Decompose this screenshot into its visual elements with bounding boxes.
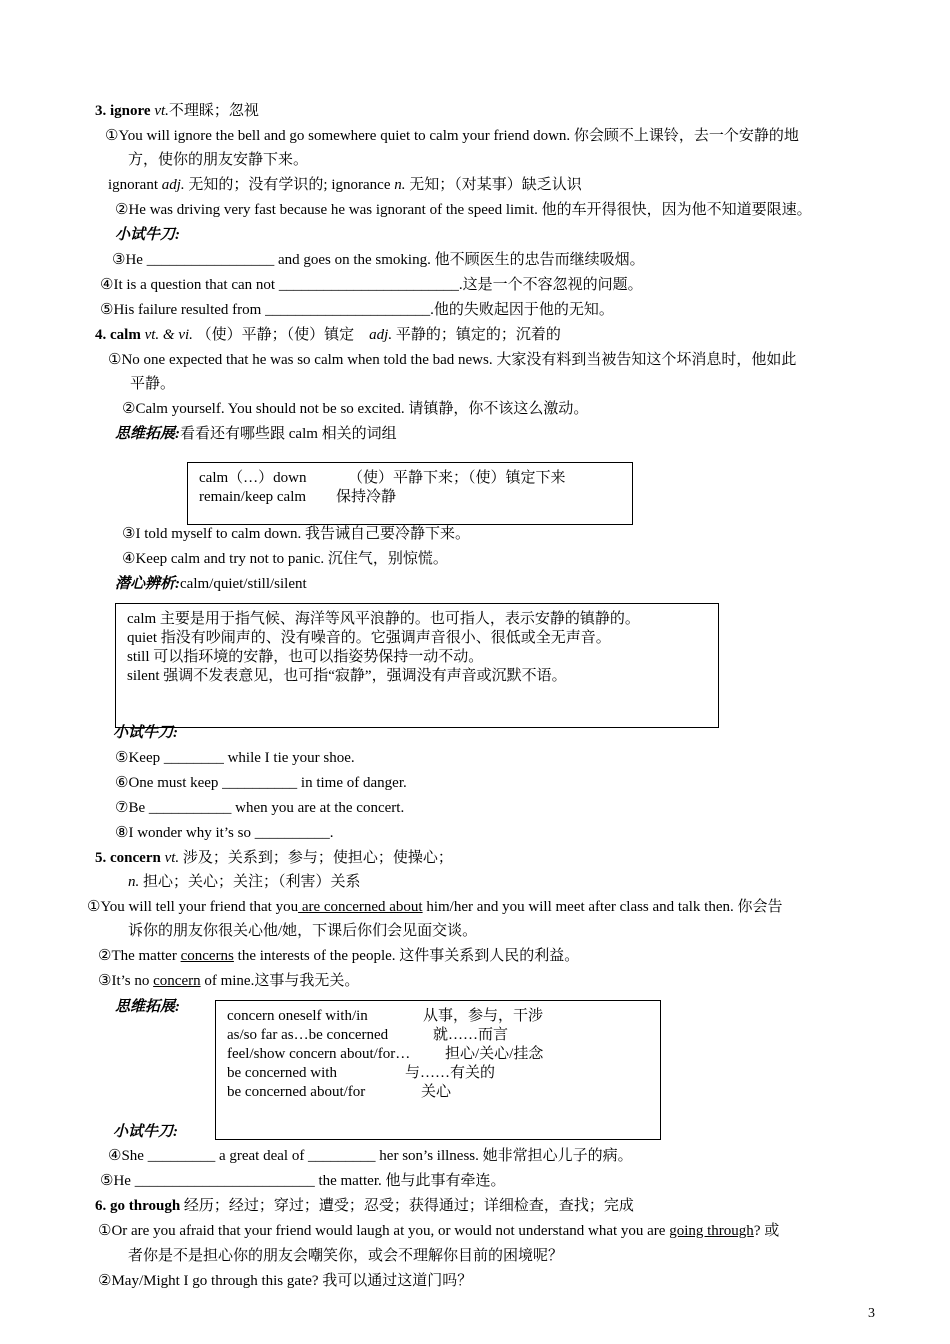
example-text: of mine.这事与我无关。: [200, 973, 360, 989]
section4-example-1-line1: ①No one expected that he was so calm when told the bad news. 大家没有料到当被告知这个坏消息时，他如此: [108, 352, 797, 368]
section5-definition: 涉及；关系到；参与；使担心；使操心；: [179, 850, 453, 866]
distinguish-label: 潜心辨析:: [115, 576, 180, 592]
expand-text: 看看还有哪些跟 calm 相关的词组: [180, 426, 397, 442]
section4-expand: [115, 425, 397, 443]
section4-definition-1: （使）平静；（使）镇定: [192, 327, 358, 343]
section3-word: ignore: [110, 103, 151, 119]
section4-example-1-line2: 平静。: [130, 376, 176, 392]
section4-example-4: ④Keep calm and try not to panic. 沉住气，别惊慌。: [122, 551, 448, 567]
section5-practice-4: ④She _________ a great deal of _________ her son’s illness. 她非常担心儿子的病。: [108, 1148, 633, 1164]
section5-noun-pos: n.: [128, 874, 140, 890]
section4-practice-label: 小试牛刀:: [113, 725, 178, 741]
example-underlined: are concerned about: [298, 899, 423, 915]
phrase: as/so far as…be concerned: [227, 1027, 389, 1043]
section3-example-1-line2: 方，使你的朋友安静下来。: [128, 152, 309, 168]
section4-practice-7: ⑦Be ___________ when you are at the concert.: [115, 800, 405, 816]
section5-pos: vt.: [164, 850, 180, 866]
section6-definition: 经历；经过；穿过；遭受；忍受；获得通过；详细检查，查找；完成: [180, 1198, 634, 1214]
section5-number: 5.: [95, 850, 107, 866]
phrase-meaning: 保持冷静: [336, 489, 397, 505]
example-text: ? 或: [753, 1223, 780, 1239]
section4-practice-6: ⑥One must keep __________ in time of danger.: [115, 775, 407, 791]
section3-practice-3: ③He _________________ and goes on the smoking. 他不顾医生的忠告而继续吸烟。: [112, 252, 645, 268]
synonym-distinction-box: [115, 603, 719, 728]
phrase: be concerned with: [227, 1065, 337, 1081]
derivative-pos-2: n.: [394, 177, 406, 193]
phrase: concern oneself with/in: [227, 1008, 368, 1024]
section5-practice-5: ⑤He ________________________ the matter. 他与此事有牵连。: [100, 1173, 506, 1189]
section4-practice-5: ⑤Keep ________ while I tie your shoe.: [115, 750, 355, 766]
section5-heading: [95, 849, 453, 867]
section3-number: 3.: [95, 103, 107, 119]
section3-practice-label: 小试牛刀:: [115, 227, 180, 243]
section4-number: 4.: [95, 327, 107, 343]
section3-derivatives: [108, 176, 582, 194]
section6-number: 6.: [95, 1198, 107, 1214]
section3-practice-4: ④It is a question that can not ________________________.这是一个不容忽视的问题。: [100, 277, 643, 293]
section6-example-2: ②May/Might I go through this gate? 我可以通过这道门吗？: [98, 1273, 473, 1289]
phrase: remain/keep calm: [199, 489, 307, 505]
derivative-word: ignorant: [108, 177, 162, 193]
section5-example-1-line2: 诉你的朋友你很关心他/她，下课后你们会见面交谈。: [128, 923, 478, 939]
section5-practice-label: 小试牛刀:: [113, 1124, 178, 1140]
section5-word: concern: [110, 850, 161, 866]
section4-definition-2: 平静的；镇定的；沉着的: [392, 327, 561, 343]
phrase-row: [199, 469, 306, 487]
distinction-silent: silent 强调不发表意见，也可指“寂静”，强调没有声音或沉默不语。: [127, 668, 567, 684]
derivative-pos: adj.: [161, 177, 185, 193]
section5-expand-label: 思维拓展:: [115, 999, 180, 1015]
distinction-calm: calm 主要是用于指气候、海洋等风平浪静的。也可指人，表示安静的镇静的。: [127, 611, 640, 627]
section4-word: calm: [110, 327, 141, 343]
section3-definition: 不理睬；忽视: [168, 103, 259, 119]
section4-practice-8: ⑧I wonder why it’s so __________.: [115, 825, 334, 841]
distinction-still: still 可以指环境的安静，也可以指姿势保持一动不动。: [127, 649, 484, 665]
calm-phrase-box: [187, 462, 633, 525]
example-underlined: going through: [669, 1223, 754, 1239]
section5-example-1-line1: [87, 898, 783, 916]
phrase: be concerned about/for: [227, 1084, 366, 1100]
page-number: 3: [868, 1306, 875, 1321]
phrase: feel/show concern about/for…: [227, 1046, 411, 1062]
section3-example-2: ②He was driving very fast because he was ignorant of the speed limit. 他的车开得很快，因为他不知道要限速。: [115, 202, 812, 218]
distinction-quiet: quiet 指没有吵闹声的、没有噪音的。它强调声音很小、很低或全无声音。: [127, 630, 611, 646]
section6-heading: [95, 1197, 634, 1215]
section5-noun-line: [128, 873, 361, 891]
example-text: the interests of the people. 这件事关系到人民的利益。: [233, 948, 580, 964]
example-underlined: concern: [153, 973, 201, 989]
section5-noun-definition: 担心；关心；关注；（利害）关系: [139, 874, 361, 890]
section5-example-3: [98, 972, 359, 990]
section6-example-1-line2: 者你是不是担心你的朋友会嘲笑你，或会不理解你目前的困境呢？: [128, 1248, 564, 1264]
section4-pos-2: adj.: [369, 327, 393, 343]
section4-heading: [95, 326, 561, 344]
phrase: calm（…）down: [199, 470, 307, 486]
section4-example-3: ③I told myself to calm down. 我告诫自己要冷静下来。: [122, 526, 471, 542]
section5-example-2: [98, 947, 579, 965]
phrase-meaning: 与……有关的: [405, 1065, 496, 1081]
phrase-meaning: 关心: [421, 1084, 452, 1100]
phrase-row: [199, 488, 306, 506]
distinguish-text: calm/quiet/still/silent: [180, 576, 307, 592]
section6-example-1-line1: [98, 1222, 779, 1240]
section4-pos: vt. & vi.: [144, 327, 193, 343]
example-underlined: concerns: [180, 948, 234, 964]
example-text: ①Or are you afraid that your friend would laugh at you, or would not understand what you are: [98, 1223, 670, 1239]
section6-word: go through: [110, 1198, 181, 1214]
phrase-meaning: 从事，参与，干涉: [423, 1008, 544, 1024]
phrase-meaning: 担心/关心/挂念: [445, 1046, 544, 1062]
section3-practice-5: ⑤His failure resulted from ______________________.他的失败起因于他的无知。: [100, 302, 614, 318]
section4-example-2: ②Calm yourself. You should not be so excited. 请镇静，你不该这么激动。: [122, 401, 589, 417]
phrase-meaning: 就……而言: [433, 1027, 509, 1043]
section3-pos: vt.: [154, 103, 169, 119]
example-text: ②The matter: [98, 948, 181, 964]
section3-example-1-line1: ①You will ignore the bell and go somewhere quiet to calm your friend down. 你会顾不上课铃，去一个安静的地: [105, 128, 799, 144]
example-text: ③It’s no: [98, 973, 154, 989]
example-text: ①You will tell your friend that you: [87, 899, 299, 915]
section3-heading: [95, 102, 259, 120]
derivative-def: 无知的；没有学识的; ignorance: [184, 177, 395, 193]
phrase-meaning: （使）平静下来；（使）镇定下来: [348, 470, 566, 486]
section4-distinguish: [115, 575, 307, 593]
expand-label: 思维拓展:: [115, 426, 180, 442]
example-text: him/her and you will meet after class and talk then. 你会告: [422, 899, 783, 915]
derivative-def-2: 无知；（对某事）缺乏认识: [405, 177, 582, 193]
concern-phrase-box: [215, 1000, 661, 1140]
